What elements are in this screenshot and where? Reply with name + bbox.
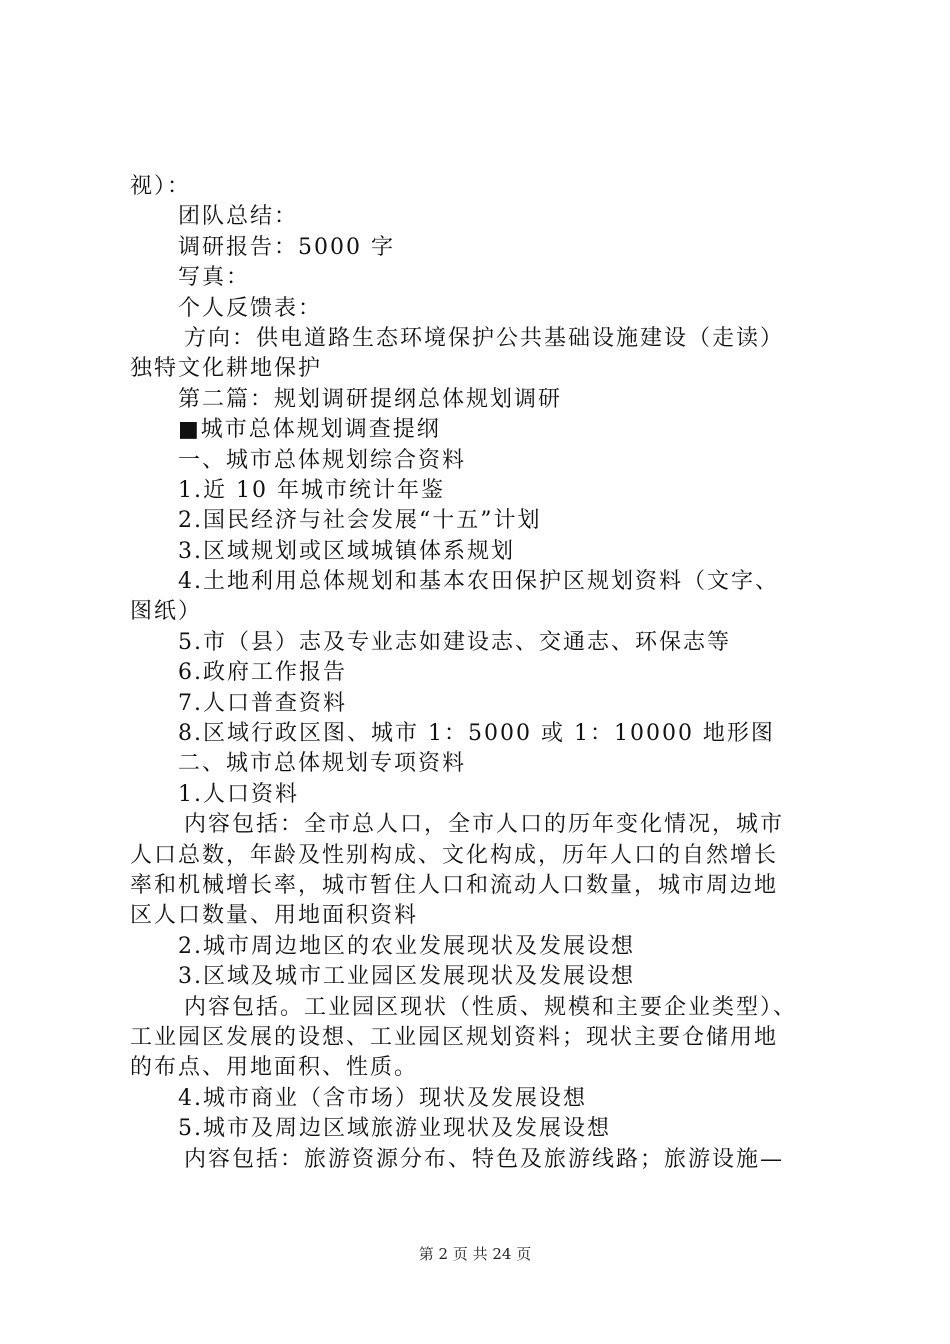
list-item: 3.区域规划或区域城镇体系规划 <box>178 538 515 564</box>
text-line: 个人反馈表： <box>178 295 323 321</box>
text-line: 的布点、用地面积、性质。 <box>130 1055 419 1081</box>
text-line: 写真： <box>178 265 251 291</box>
text-line: 区人口数量、用地面积资料 <box>130 903 419 929</box>
list-item: 8.区域行政区图、城市 1：5000 或 1：10000 地形图 <box>178 721 775 747</box>
text-line: 视）： <box>130 174 192 199</box>
list-item: 5.城市及周边区域旅游业现状及发展设想 <box>178 1116 611 1142</box>
list-item: 4.土地利用总体规划和基本农田保护区规划资料（文字、 <box>178 569 779 595</box>
text-line: 人口总数，年龄及性别构成、文化构成，历年人口的自然增长 <box>130 842 779 868</box>
list-item: 3.区域及城市工业园区发展现状及发展设想 <box>178 964 635 990</box>
list-item: 1.人口资料 <box>178 781 299 807</box>
text-line: 调研报告：5000 字 <box>178 234 395 260</box>
list-item: 6.政府工作报告 <box>178 660 347 686</box>
list-item-continued: 图纸） <box>130 599 203 625</box>
page-footer: 第 2 页 共 24 页 <box>418 1245 532 1263</box>
text-line: 内容包括：旅游资源分布、特色及旅游线路；旅游设施— <box>184 1146 785 1172</box>
text-line: 内容包括：全市总人口，全市人口的历年变化情况，城市 <box>184 812 785 838</box>
section-heading: 二、城市总体规划专项资料 <box>178 751 467 777</box>
section-heading: 一、城市总体规划综合资料 <box>178 447 467 473</box>
text-line: 团队总结： <box>178 204 299 230</box>
list-item: 2.城市周边地区的农业发展现状及发展设想 <box>178 933 635 959</box>
text-line: 工业园区发展的设想、工业园区规划资料；现状主要仓储用地 <box>130 1024 779 1050</box>
list-item: 5.市（县）志及专业志如建设志、交通志、环保志等 <box>178 629 731 655</box>
list-item: 4.城市商业（含市场）现状及发展设想 <box>178 1085 587 1111</box>
text-line: 方向：供电道路生态环境保护公共基础设施建设（走读） <box>184 325 785 351</box>
list-item: 7.人口普查资料 <box>178 690 347 716</box>
list-item: 1.近 10 年城市统计年鉴 <box>178 477 445 503</box>
section-heading: ■城市总体规划调查提纲 <box>178 417 441 443</box>
document-body <box>130 172 830 1175</box>
section-heading: 第二篇：规划调研提纲总体规划调研 <box>178 386 563 412</box>
text-line: 独特文化耕地保护 <box>130 356 323 382</box>
text-line: 率和机械增长率，城市暂住人口和流动人口数量，城市周边地 <box>130 872 779 898</box>
text-line: 内容包括。工业园区现状（性质、规模和主要企业类型）、 <box>184 994 798 1020</box>
list-item: 2.国民经济与社会发展“十五”计划 <box>178 508 542 534</box>
